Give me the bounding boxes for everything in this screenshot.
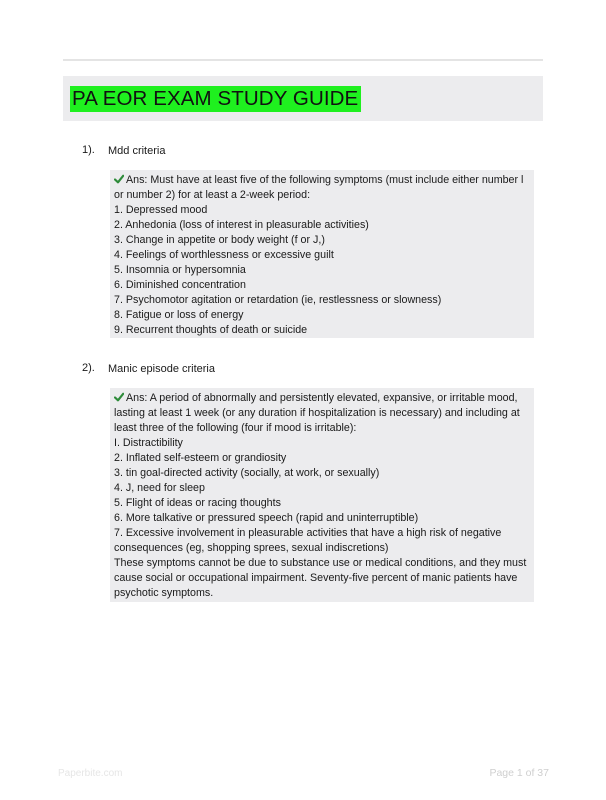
answer-text: Ans: Must have at least five of the following symptoms (must include either number l — [126, 174, 524, 186]
page-number: Page 1 of 37 — [489, 767, 549, 779]
answer-line: or number 2) for at least a 2-week period: — [114, 189, 311, 201]
answer-line — [114, 391, 530, 406]
answer-line: lasting at least 1 week (or any duration if hospitalization is necessary) and including at — [114, 407, 520, 419]
answer-line: 2. Anhedonia (loss of interest in pleasurable activities) — [114, 219, 369, 231]
answer-line: 5. Flight of ideas or racing thoughts — [114, 497, 281, 509]
footer-watermark: Paperbite.com — [58, 768, 123, 779]
question-prompt: Manic episode criteria — [108, 363, 215, 375]
question-number: 2). — [82, 362, 95, 374]
answer-line: 3. tin goal-directed activity (socially, at work, or sexually) — [114, 467, 380, 479]
answer-line: 6. More talkative or pressured speech (rapid and uninterruptible) — [114, 512, 419, 524]
answer-line: 8. Fatigue or loss of energy — [114, 309, 244, 321]
question-number: 1). — [82, 144, 95, 156]
top-divider — [63, 59, 543, 61]
answer-line: 4. Feelings of worthlessness or excessive guilt — [114, 249, 334, 261]
check-icon — [114, 174, 124, 184]
answer-line: least three of the following (four if mood is irritable): — [114, 422, 357, 434]
answer-line: I. Distractibility — [114, 437, 183, 449]
answer-line: 7. Excessive involvement in pleasurable activities that have a high risk of negative — [114, 527, 502, 539]
answer-line: 6. Diminished concentration — [114, 279, 246, 291]
question-prompt: Mdd criteria — [108, 145, 166, 157]
answer-line — [114, 173, 530, 188]
answer-line: 4. J, need for sleep — [114, 482, 205, 494]
answer-line: 7. Psychomotor agitation or retardation (ie, restlessness or slowness) — [114, 294, 442, 306]
answer-line: 9. Recurrent thoughts of death or suicide — [114, 324, 308, 336]
check-icon — [114, 392, 124, 402]
answer-box — [110, 388, 534, 602]
answer-box — [110, 170, 534, 338]
answer-line: These symptoms cannot be due to substance use or medical conditions, and they must — [114, 557, 527, 569]
answer-line: psychotic symptoms. — [114, 587, 214, 599]
answer-line: 5. Insomnia or hypersomnia — [114, 264, 246, 276]
answer-line: cause social or occupational impairment. Seventy-five percent of manic patients have — [114, 572, 518, 584]
answer-line: consequences (eg, shopping sprees, sexual indiscretions) — [114, 542, 389, 554]
document-title: PA EOR EXAM STUDY GUIDE — [70, 86, 361, 112]
answer-line: 2. Inflated self-esteem or grandiosity — [114, 452, 287, 464]
answer-line: 3. Change in appetite or body weight (f or J,) — [114, 234, 325, 246]
answer-line: 1. Depressed mood — [114, 204, 208, 216]
answer-text: Ans: A period of abnormally and persistently elevated, expansive, or irritable mood, — [126, 392, 518, 404]
